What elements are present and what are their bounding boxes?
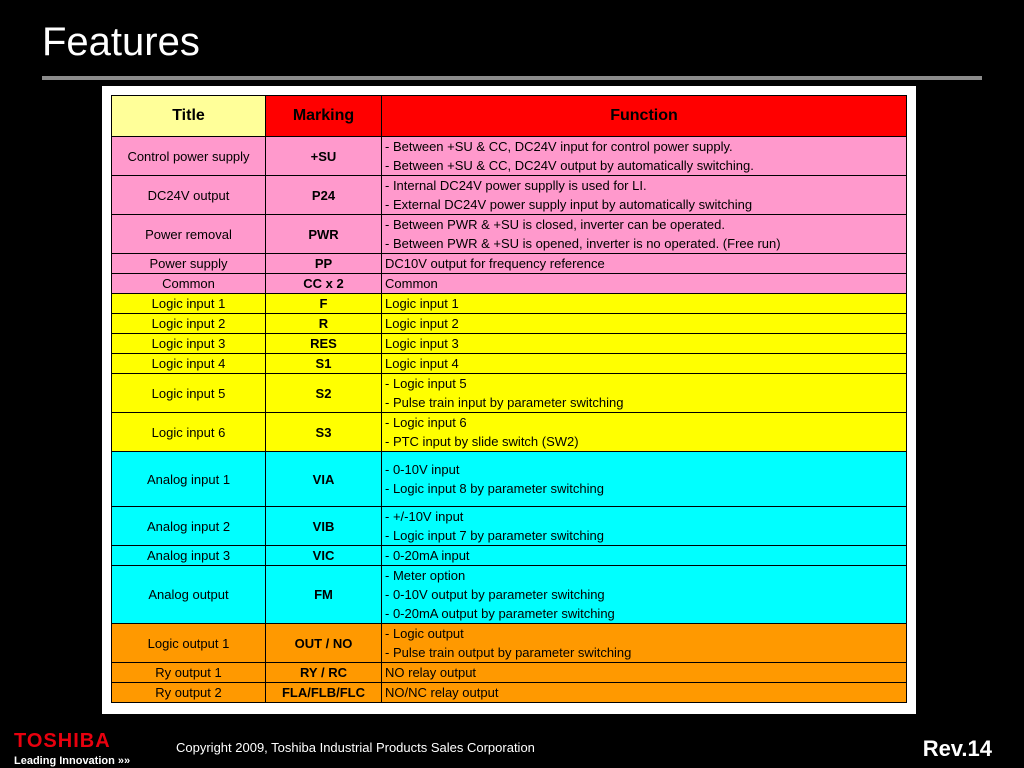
table-row [112,413,907,452]
row-title: Ry output 2 [112,683,266,703]
features-table [111,95,907,703]
title-divider [42,76,982,80]
row-marking: FM [266,566,382,624]
row-marking: R [266,314,382,334]
header-title: Title [112,96,266,137]
row-marking: VIB [266,507,382,546]
row-marking: RY / RC [266,663,382,683]
function-line: NO/NC relay output [385,685,499,700]
table-header-row [112,96,907,137]
function-line: - +/-10V input [385,509,464,524]
function-line: Logic input 4 [385,356,459,371]
slide-title: Features [42,20,200,64]
row-title: Power removal [112,215,266,254]
row-marking: FLA/FLB/FLC [266,683,382,703]
row-title: DC24V output [112,176,266,215]
row-title: Ry output 1 [112,663,266,683]
row-marking: PWR [266,215,382,254]
function-line: - 0-20mA output by parameter switching [385,606,615,621]
row-function [382,413,907,452]
row-function [382,663,907,683]
table-row [112,314,907,334]
row-title: Control power supply [112,137,266,176]
row-function [382,176,907,215]
table-row [112,374,907,413]
row-marking: RES [266,334,382,354]
function-line: - Logic output [385,626,464,641]
row-marking: S1 [266,354,382,374]
row-title: Logic input 1 [112,294,266,314]
revision-label: Rev.14 [922,736,992,761]
row-title: Logic input 5 [112,374,266,413]
table-row [112,452,907,507]
row-function [382,274,907,294]
header-function: Function [382,96,907,137]
row-title: Logic input 2 [112,314,266,334]
row-function [382,334,907,354]
row-function [382,624,907,663]
row-marking: PP [266,254,382,274]
function-line: - 0-10V output by parameter switching [385,587,605,602]
row-function [382,546,907,566]
function-line: - 0-20mA input [385,548,470,563]
row-title: Common [112,274,266,294]
table-row [112,274,907,294]
header-marking: Marking [266,96,382,137]
row-marking: +SU [266,137,382,176]
row-marking: VIC [266,546,382,566]
function-line: - Logic input 7 by parameter switching [385,528,604,543]
function-line: - Internal DC24V power supplly is used for LI. [385,178,647,193]
row-title: Logic output 1 [112,624,266,663]
function-line: DC10V output for frequency reference [385,256,605,271]
function-line: - External DC24V power supply input by automatically switching [385,197,753,212]
table-row [112,546,907,566]
row-function [382,294,907,314]
row-function [382,683,907,703]
function-line: Common [385,276,438,291]
row-title: Analog input 3 [112,546,266,566]
function-line: - Between +SU & CC, DC24V output by automatically switching. [385,158,754,173]
row-title: Analog output [112,566,266,624]
row-function [382,354,907,374]
function-line: - 0-10V input [385,462,460,477]
function-line: - Pulse train output by parameter switching [385,645,632,660]
table-row [112,566,907,624]
function-line: Logic input 1 [385,296,459,311]
table-panel [102,86,916,714]
table-row [112,176,907,215]
logo-wordmark: TOSHIBA [14,730,111,752]
row-function [382,452,907,507]
row-marking: S3 [266,413,382,452]
row-marking: VIA [266,452,382,507]
row-title: Logic input 6 [112,413,266,452]
table-row [112,663,907,683]
function-line: - Between PWR & +SU is closed, inverter can be operated. [385,217,725,232]
row-marking: OUT / NO [266,624,382,663]
table-row [112,294,907,314]
table-row [112,507,907,546]
row-title: Logic input 4 [112,354,266,374]
function-line: - Logic input 5 [385,376,467,391]
function-line: Logic input 2 [385,316,459,331]
row-function [382,254,907,274]
row-function [382,137,907,176]
row-marking: F [266,294,382,314]
table-row [112,334,907,354]
copyright-text: Copyright 2009, Toshiba Industrial Products Sales Corporation [176,740,535,755]
function-line: - PTC input by slide switch (SW2) [385,434,579,449]
row-function [382,566,907,624]
table-row [112,624,907,663]
row-title: Analog input 1 [112,452,266,507]
toshiba-logo [14,730,164,767]
row-function [382,374,907,413]
row-marking: P24 [266,176,382,215]
row-function [382,314,907,334]
row-title: Power supply [112,254,266,274]
function-line: - Pulse train input by parameter switching [385,395,624,410]
function-line: - Between PWR & +SU is opened, inverter is no operated. (Free run) [385,236,781,251]
function-line: NO relay output [385,665,477,680]
function-line: - Logic input 6 [385,415,467,430]
row-title: Analog input 2 [112,507,266,546]
row-function [382,507,907,546]
function-line: Logic input 3 [385,336,459,351]
table-row [112,254,907,274]
table-row [112,354,907,374]
row-title: Logic input 3 [112,334,266,354]
function-line: - Logic input 8 by parameter switching [385,481,604,496]
function-line: - Between +SU & CC, DC24V input for control power supply. [385,139,733,154]
row-marking: CC x 2 [266,274,382,294]
table-row [112,683,907,703]
row-function [382,215,907,254]
table-row [112,215,907,254]
row-marking: S2 [266,374,382,413]
table-row [112,137,907,176]
function-line: - Meter option [385,568,466,583]
logo-tagline: Leading Innovation »» [14,755,131,767]
